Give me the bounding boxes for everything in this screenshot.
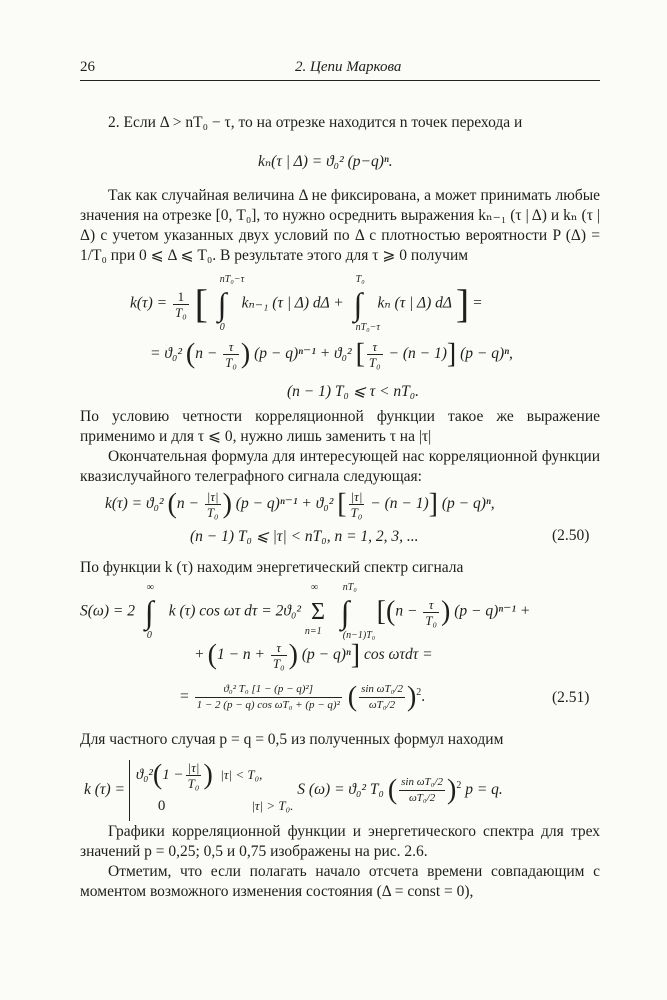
paragraph-8: Отметим, что если полагать начало отсчета времени совпадающим с моментом возможного изменения состояния (Δ = const = 0),	[80, 863, 600, 900]
equation-kn: kₙ(τ | Δ) = ϑ₀² (p−q)ⁿ.	[258, 153, 393, 170]
equation-number-2-51: (2.51)	[552, 689, 590, 706]
equation-number-2-50: (2.50)	[552, 527, 590, 544]
equation-2-50: k(τ) = ϑ₀² (n − $\frac{|\tau|}{\text{T₀}}$ ) (p − q)ⁿ⁻¹ + ϑ₀² [ $\frac{|\tau|}{\text{T₀}}$ − (n − 1)] (p − q)ⁿ,	[105, 488, 495, 520]
paragraph-4: Окончательная формула для интересующей нас корреляционной функции квазислучайного телеграфного сигнала следующая:	[80, 448, 600, 485]
integral-2: T₀ ∫ nT₀−τ	[353, 274, 381, 333]
equation-range-2: (n − 1) T₀ ⩽ |τ| < nT₀, n = 1, 2, 3, ...	[190, 528, 419, 545]
paragraph-3: По условию четности корреляционной функции такое же выражение применимо и для τ ⩽ 0, нужно лишь заменить τ на |τ|	[80, 408, 600, 445]
equation-k-integral: k(τ) = $\frac{1}{\text{T₀}}$ [ nT₀−τ ∫ 0 kₙ₋₁ (τ | Δ) dΔ + T₀ ∫ nT₀−τ kₙ (τ | Δ) dΔ ] =	[130, 274, 482, 333]
page-header	[80, 57, 600, 81]
page-number: 26	[80, 59, 95, 75]
equation-k-result: = ϑ₀² (n − $\frac{\tau}{\text{T₀}}$ ) (p − q)ⁿ⁻¹ + ϑ₀² [ $\frac{\tau}{\text{T₀}}$ − (n − 1)] (p − q)ⁿ,	[150, 338, 513, 370]
equation-spectrum: S(ω) = 2 ∞ ∫ 0 k (τ) cos ωτ dτ = 2ϑ₀² ∞ Σ n=1 nT₀ ∫ (n−1)T₀ [(n − $\frac{\tau}{\text{T₀}}$ ) (p − q)ⁿ⁻¹ +	[80, 582, 531, 641]
paragraph-1: 2. Если Δ > nT₀ − τ, то на отрезке находится n точек перехода и	[108, 114, 523, 131]
cases-brace: ϑ₀²(1 − $\frac{|\tau|}{\text{T₀}}$ ) |τ| < T₀, 0 |τ| > T₀.	[129, 760, 294, 821]
running-title: 2. Цепи Маркова	[295, 59, 402, 75]
equation-range-1: (n − 1) T₀ ⩽ τ < nT₀.	[287, 383, 420, 400]
header-rule	[80, 80, 600, 81]
paragraph-2: Так как случайная величина Δ не фиксирована, а может принимать любые значения на отрезке [0, T₀], то нужно осреднить выражения kₙ₋₁ (τ | Δ) и kₙ (τ | Δ) с учетом указанных двух условий по Δ с плотностью вероятности P (Δ) = 1/T₀ при 0 ⩽ Δ ⩽ T₀. В результате этого для τ ⩾ 0 получим	[80, 187, 600, 264]
paragraph-5: По функции k (τ) находим энергетический спектр сигнала	[80, 559, 464, 576]
equation-special-case: k (τ) = ϑ₀²(1 − $\frac{|\tau|}{\text{T₀}}$ ) |τ| < T₀, 0 |τ| > T₀. S (ω) = ϑ₀² T₀ ( $\frac{\text{sin ωT₀/2}}{\text{ωT₀/2}}$ )$^2$ p = q.	[84, 760, 503, 821]
integral-1: nT₀−τ ∫ 0	[217, 274, 245, 333]
equation-spectrum-result: = $\frac{\text{ϑ₀² T₀ [1 − (p − q)²]}}{\text{1 − 2 (p − q) cos ωT₀ + (p − q)²}}$ ( $\frac{\text{sin ωT₀/2}}{\text{ωT₀/2}}$ )$^2$.	[180, 681, 426, 713]
equation-spectrum-cont: + (1 − n + $\frac{\tau}{\text{T₀}}$ ) (p − q)ⁿ] cos ωτdτ =	[195, 639, 433, 671]
paragraph-6: Для частного случая p = q = 0,5 из полученных формул находим	[80, 731, 504, 748]
paragraph-7: Графики корреляционной функции и энергетического спектра для трех значений p = 0,25; 0,5 и 0,75 изображены на рис. 2.6.	[80, 823, 600, 860]
